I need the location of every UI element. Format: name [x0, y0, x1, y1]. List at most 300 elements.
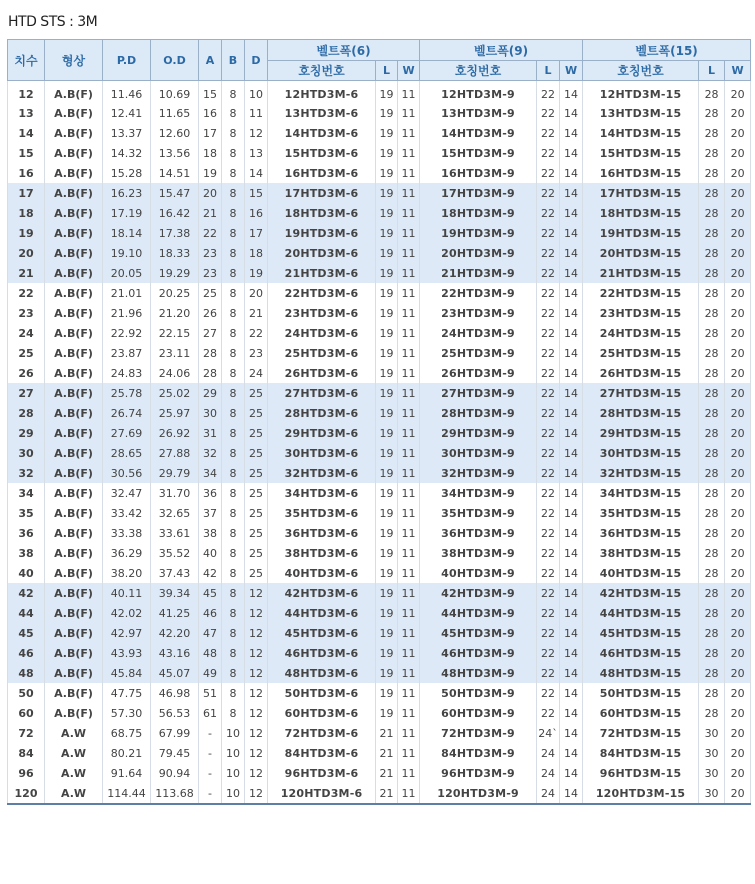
d-cell: 25: [245, 463, 268, 483]
od-cell: 37.43: [151, 563, 199, 583]
b-cell: 8: [222, 203, 245, 223]
l-6-cell: 21: [376, 783, 398, 804]
code-6-cell: 20HTD3M-6: [268, 243, 376, 263]
d-cell: 12: [245, 683, 268, 703]
w-6-cell: 11: [398, 723, 420, 743]
w-6-cell: 11: [398, 643, 420, 663]
b-cell: 8: [222, 663, 245, 683]
code-9-cell: 60HTD3M-9: [420, 703, 537, 723]
l-15-cell: 28: [699, 143, 725, 163]
pd-cell: 33.38: [103, 523, 151, 543]
l-15-cell: 28: [699, 643, 725, 663]
od-cell: 39.34: [151, 583, 199, 603]
table-row: [8, 183, 751, 203]
l-6-cell: 19: [376, 603, 398, 623]
shape-cell: A.B(F): [45, 183, 103, 203]
code-15-cell: 32HTD3M-15: [583, 463, 699, 483]
pd-cell: 22.92: [103, 323, 151, 343]
w-6-cell: 11: [398, 763, 420, 783]
l-15-cell: 28: [699, 483, 725, 503]
od-cell: 90.94: [151, 763, 199, 783]
code-9-cell: 24HTD3M-9: [420, 323, 537, 343]
table-row: [8, 763, 751, 783]
code-9-cell: 12HTD3M-9: [420, 81, 537, 104]
d-cell: 12: [245, 583, 268, 603]
pd-cell: 15.28: [103, 163, 151, 183]
w-6-cell: 11: [398, 783, 420, 804]
w-15-cell: 20: [725, 783, 751, 804]
b-cell: 10: [222, 723, 245, 743]
shape-cell: A.B(F): [45, 263, 103, 283]
w-15-cell: 20: [725, 523, 751, 543]
w-15-cell: 20: [725, 343, 751, 363]
code-6-cell: 45HTD3M-6: [268, 623, 376, 643]
w-15-cell: 20: [725, 543, 751, 563]
a-cell: 18: [199, 143, 222, 163]
w-15-cell: 20: [725, 403, 751, 423]
header-l-6: L: [376, 61, 398, 81]
code-15-cell: 26HTD3M-15: [583, 363, 699, 383]
w-6-cell: 11: [398, 403, 420, 423]
code-9-cell: 20HTD3M-9: [420, 243, 537, 263]
b-cell: 8: [222, 323, 245, 343]
l-15-cell: 28: [699, 183, 725, 203]
a-cell: 15: [199, 81, 222, 104]
code-9-cell: 21HTD3M-9: [420, 263, 537, 283]
l-6-cell: 19: [376, 583, 398, 603]
l-9-cell: 22: [537, 183, 560, 203]
w-9-cell: 14: [560, 783, 583, 804]
d-cell: 12: [245, 763, 268, 783]
code-9-cell: 84HTD3M-9: [420, 743, 537, 763]
table-row: [8, 703, 751, 723]
w-15-cell: 20: [725, 323, 751, 343]
code-6-cell: 42HTD3M-6: [268, 583, 376, 603]
a-cell: 21: [199, 203, 222, 223]
code-6-cell: 18HTD3M-6: [268, 203, 376, 223]
w-6-cell: 11: [398, 463, 420, 483]
l-9-cell: 22: [537, 143, 560, 163]
table-row: [8, 643, 751, 663]
size-cell: 23: [8, 303, 45, 323]
w-15-cell: 20: [725, 603, 751, 623]
spec-table: [7, 39, 751, 805]
table-row: [8, 203, 751, 223]
shape-cell: A.B(F): [45, 243, 103, 263]
code-6-cell: 50HTD3M-6: [268, 683, 376, 703]
b-cell: 8: [222, 303, 245, 323]
code-9-cell: 19HTD3M-9: [420, 223, 537, 243]
a-cell: 16: [199, 103, 222, 123]
table-row: [8, 523, 751, 543]
header-belt-9: 벨트폭(9): [420, 40, 583, 61]
table-row: [8, 603, 751, 623]
shape-cell: A.B(F): [45, 563, 103, 583]
size-cell: 17: [8, 183, 45, 203]
shape-cell: A.B(F): [45, 323, 103, 343]
l-15-cell: 30: [699, 723, 725, 743]
od-cell: 16.42: [151, 203, 199, 223]
pd-cell: 14.32: [103, 143, 151, 163]
shape-cell: A.B(F): [45, 523, 103, 543]
w-9-cell: 14: [560, 283, 583, 303]
table-row: [8, 423, 751, 443]
d-cell: 25: [245, 503, 268, 523]
code-6-cell: 12HTD3M-6: [268, 81, 376, 104]
w-15-cell: 20: [725, 463, 751, 483]
w-15-cell: 20: [725, 81, 751, 104]
od-cell: 22.15: [151, 323, 199, 343]
code-9-cell: 18HTD3M-9: [420, 203, 537, 223]
code-9-cell: 42HTD3M-9: [420, 583, 537, 603]
pd-cell: 30.56: [103, 463, 151, 483]
shape-cell: A.B(F): [45, 483, 103, 503]
w-15-cell: 20: [725, 163, 751, 183]
code-9-cell: 28HTD3M-9: [420, 403, 537, 423]
w-15-cell: 20: [725, 743, 751, 763]
code-6-cell: 60HTD3M-6: [268, 703, 376, 723]
shape-cell: A.W: [45, 723, 103, 743]
w-9-cell: 14: [560, 683, 583, 703]
code-9-cell: 27HTD3M-9: [420, 383, 537, 403]
shape-cell: A.B(F): [45, 203, 103, 223]
size-cell: 16: [8, 163, 45, 183]
b-cell: 8: [222, 523, 245, 543]
l-15-cell: 28: [699, 263, 725, 283]
l-9-cell: 22: [537, 463, 560, 483]
b-cell: 8: [222, 103, 245, 123]
header-pd: P.D: [103, 40, 151, 81]
code-15-cell: 25HTD3M-15: [583, 343, 699, 363]
code-15-cell: 84HTD3M-15: [583, 743, 699, 763]
shape-cell: A.B(F): [45, 103, 103, 123]
od-cell: 21.20: [151, 303, 199, 323]
w-9-cell: 14: [560, 463, 583, 483]
w-9-cell: 14: [560, 663, 583, 683]
d-cell: 20: [245, 283, 268, 303]
a-cell: 38: [199, 523, 222, 543]
l-6-cell: 19: [376, 423, 398, 443]
code-15-cell: 38HTD3M-15: [583, 543, 699, 563]
l-6-cell: 19: [376, 323, 398, 343]
a-cell: 23: [199, 243, 222, 263]
l-9-cell: 22: [537, 623, 560, 643]
header-w-6: W: [398, 61, 420, 81]
shape-cell: A.B(F): [45, 683, 103, 703]
w-6-cell: 11: [398, 283, 420, 303]
b-cell: 10: [222, 743, 245, 763]
pd-cell: 25.78: [103, 383, 151, 403]
table-row: [8, 243, 751, 263]
l-6-cell: 21: [376, 743, 398, 763]
code-6-cell: 14HTD3M-6: [268, 123, 376, 143]
table-row: [8, 363, 751, 383]
l-9-cell: 22: [537, 603, 560, 623]
l-15-cell: 28: [699, 423, 725, 443]
l-9-cell: 22: [537, 323, 560, 343]
d-cell: 12: [245, 643, 268, 663]
size-cell: 32: [8, 463, 45, 483]
w-9-cell: 14: [560, 703, 583, 723]
b-cell: 8: [222, 603, 245, 623]
od-cell: 32.65: [151, 503, 199, 523]
pd-cell: 33.42: [103, 503, 151, 523]
od-cell: 29.79: [151, 463, 199, 483]
code-9-cell: 16HTD3M-9: [420, 163, 537, 183]
a-cell: 36: [199, 483, 222, 503]
l-9-cell: 22: [537, 643, 560, 663]
l-9-cell: 22: [537, 303, 560, 323]
w-9-cell: 14: [560, 603, 583, 623]
w-6-cell: 11: [398, 623, 420, 643]
a-cell: 25: [199, 283, 222, 303]
size-cell: 38: [8, 543, 45, 563]
w-6-cell: 11: [398, 443, 420, 463]
d-cell: 18: [245, 243, 268, 263]
w-15-cell: 20: [725, 303, 751, 323]
code-9-cell: 48HTD3M-9: [420, 663, 537, 683]
l-15-cell: 28: [699, 163, 725, 183]
code-9-cell: 96HTD3M-9: [420, 763, 537, 783]
l-15-cell: 30: [699, 763, 725, 783]
pd-cell: 26.74: [103, 403, 151, 423]
code-15-cell: 72HTD3M-15: [583, 723, 699, 743]
l-6-cell: 19: [376, 503, 398, 523]
l-6-cell: 19: [376, 103, 398, 123]
l-9-cell: 24: [537, 763, 560, 783]
w-9-cell: 14: [560, 403, 583, 423]
code-15-cell: 120HTD3M-15: [583, 783, 699, 804]
od-cell: 20.25: [151, 283, 199, 303]
od-cell: 12.60: [151, 123, 199, 143]
pd-cell: 38.20: [103, 563, 151, 583]
pd-cell: 18.14: [103, 223, 151, 243]
pd-cell: 13.37: [103, 123, 151, 143]
l-15-cell: 28: [699, 563, 725, 583]
header-w-9: W: [560, 61, 583, 81]
w-9-cell: 14: [560, 103, 583, 123]
l-9-cell: 22: [537, 283, 560, 303]
l-15-cell: 28: [699, 623, 725, 643]
w-9-cell: 14: [560, 583, 583, 603]
table-row: [8, 283, 751, 303]
code-15-cell: 34HTD3M-15: [583, 483, 699, 503]
w-6-cell: 11: [398, 683, 420, 703]
w-15-cell: 20: [725, 363, 751, 383]
code-15-cell: 30HTD3M-15: [583, 443, 699, 463]
od-cell: 46.98: [151, 683, 199, 703]
a-cell: 46: [199, 603, 222, 623]
b-cell: 8: [222, 403, 245, 423]
b-cell: 8: [222, 623, 245, 643]
d-cell: 25: [245, 423, 268, 443]
shape-cell: A.B(F): [45, 81, 103, 104]
l-6-cell: 21: [376, 723, 398, 743]
b-cell: 8: [222, 543, 245, 563]
size-cell: 60: [8, 703, 45, 723]
w-15-cell: 20: [725, 683, 751, 703]
b-cell: 8: [222, 463, 245, 483]
header-shape: 형상: [45, 40, 103, 81]
code-15-cell: 96HTD3M-15: [583, 763, 699, 783]
od-cell: 13.56: [151, 143, 199, 163]
table-row: [8, 343, 751, 363]
w-15-cell: 20: [725, 183, 751, 203]
l-6-cell: 19: [376, 203, 398, 223]
code-9-cell: 38HTD3M-9: [420, 543, 537, 563]
shape-cell: A.B(F): [45, 543, 103, 563]
l-15-cell: 28: [699, 343, 725, 363]
table-row: [8, 723, 751, 743]
code-15-cell: 46HTD3M-15: [583, 643, 699, 663]
code-15-cell: 23HTD3M-15: [583, 303, 699, 323]
b-cell: 8: [222, 703, 245, 723]
w-6-cell: 11: [398, 81, 420, 104]
a-cell: 27: [199, 323, 222, 343]
code-15-cell: 18HTD3M-15: [583, 203, 699, 223]
d-cell: 13: [245, 143, 268, 163]
shape-cell: A.B(F): [45, 663, 103, 683]
w-9-cell: 14: [560, 183, 583, 203]
size-cell: 12: [8, 81, 45, 104]
size-cell: 26: [8, 363, 45, 383]
l-9-cell: 22: [537, 403, 560, 423]
shape-cell: A.B(F): [45, 403, 103, 423]
l-9-cell: 22: [537, 123, 560, 143]
code-6-cell: 120HTD3M-6: [268, 783, 376, 804]
w-9-cell: 14: [560, 543, 583, 563]
header-b: B: [222, 40, 245, 81]
pd-cell: 24.83: [103, 363, 151, 383]
a-cell: 45: [199, 583, 222, 603]
code-9-cell: 30HTD3M-9: [420, 443, 537, 463]
pd-cell: 23.87: [103, 343, 151, 363]
b-cell: 8: [222, 423, 245, 443]
size-cell: 18: [8, 203, 45, 223]
w-15-cell: 20: [725, 583, 751, 603]
page-title: HTD STS : 3M: [8, 14, 98, 30]
shape-cell: A.W: [45, 783, 103, 804]
w-9-cell: 14: [560, 523, 583, 543]
od-cell: 79.45: [151, 743, 199, 763]
od-cell: 42.20: [151, 623, 199, 643]
d-cell: 25: [245, 563, 268, 583]
w-15-cell: 20: [725, 623, 751, 643]
a-cell: 48: [199, 643, 222, 663]
pd-cell: 19.10: [103, 243, 151, 263]
l-6-cell: 19: [376, 403, 398, 423]
code-6-cell: 19HTD3M-6: [268, 223, 376, 243]
b-cell: 8: [222, 81, 245, 104]
l-15-cell: 28: [699, 403, 725, 423]
d-cell: 22: [245, 323, 268, 343]
code-6-cell: 24HTD3M-6: [268, 323, 376, 343]
size-cell: 30: [8, 443, 45, 463]
size-cell: 48: [8, 663, 45, 683]
table-row: [8, 683, 751, 703]
a-cell: 37: [199, 503, 222, 523]
w-15-cell: 20: [725, 383, 751, 403]
od-cell: 43.16: [151, 643, 199, 663]
w-15-cell: 20: [725, 643, 751, 663]
table-row: [8, 163, 751, 183]
l-15-cell: 28: [699, 543, 725, 563]
od-cell: 67.99: [151, 723, 199, 743]
code-15-cell: 16HTD3M-15: [583, 163, 699, 183]
code-15-cell: 14HTD3M-15: [583, 123, 699, 143]
shape-cell: A.B(F): [45, 583, 103, 603]
l-6-cell: 19: [376, 303, 398, 323]
l-9-cell: 22: [537, 343, 560, 363]
b-cell: 8: [222, 263, 245, 283]
l-9-cell: 22: [537, 363, 560, 383]
l-6-cell: 19: [376, 703, 398, 723]
pd-cell: 17.19: [103, 203, 151, 223]
w-9-cell: 14: [560, 423, 583, 443]
w-9-cell: 14: [560, 243, 583, 263]
code-15-cell: 42HTD3M-15: [583, 583, 699, 603]
a-cell: 23: [199, 263, 222, 283]
od-cell: 25.02: [151, 383, 199, 403]
code-15-cell: 21HTD3M-15: [583, 263, 699, 283]
w-6-cell: 11: [398, 543, 420, 563]
w-9-cell: 14: [560, 743, 583, 763]
header-l-15: L: [699, 61, 725, 81]
w-15-cell: 20: [725, 143, 751, 163]
l-9-cell: 22: [537, 583, 560, 603]
code-6-cell: 28HTD3M-6: [268, 403, 376, 423]
l-15-cell: 28: [699, 363, 725, 383]
od-cell: 26.92: [151, 423, 199, 443]
code-9-cell: 32HTD3M-9: [420, 463, 537, 483]
l-9-cell: 22: [537, 423, 560, 443]
l-9-cell: 22: [537, 223, 560, 243]
l-15-cell: 30: [699, 783, 725, 804]
size-cell: 45: [8, 623, 45, 643]
l-15-cell: 28: [699, 443, 725, 463]
table-row: [8, 623, 751, 643]
w-6-cell: 11: [398, 183, 420, 203]
l-9-cell: 22: [537, 263, 560, 283]
code-6-cell: 36HTD3M-6: [268, 523, 376, 543]
l-6-cell: 19: [376, 523, 398, 543]
l-15-cell: 28: [699, 123, 725, 143]
w-9-cell: 14: [560, 503, 583, 523]
size-cell: 14: [8, 123, 45, 143]
size-cell: 72: [8, 723, 45, 743]
l-15-cell: 28: [699, 203, 725, 223]
w-9-cell: 14: [560, 263, 583, 283]
l-15-cell: 28: [699, 323, 725, 343]
code-15-cell: 40HTD3M-15: [583, 563, 699, 583]
d-cell: 19: [245, 263, 268, 283]
w-6-cell: 11: [398, 423, 420, 443]
w-6-cell: 11: [398, 503, 420, 523]
od-cell: 113.68: [151, 783, 199, 804]
table-row: [8, 583, 751, 603]
d-cell: 25: [245, 523, 268, 543]
od-cell: 18.33: [151, 243, 199, 263]
od-cell: 45.07: [151, 663, 199, 683]
shape-cell: A.B(F): [45, 163, 103, 183]
code-9-cell: 29HTD3M-9: [420, 423, 537, 443]
b-cell: 8: [222, 123, 245, 143]
l-9-cell: 22: [537, 483, 560, 503]
d-cell: 16: [245, 203, 268, 223]
table-row: [8, 483, 751, 503]
shape-cell: A.B(F): [45, 703, 103, 723]
size-cell: 15: [8, 143, 45, 163]
